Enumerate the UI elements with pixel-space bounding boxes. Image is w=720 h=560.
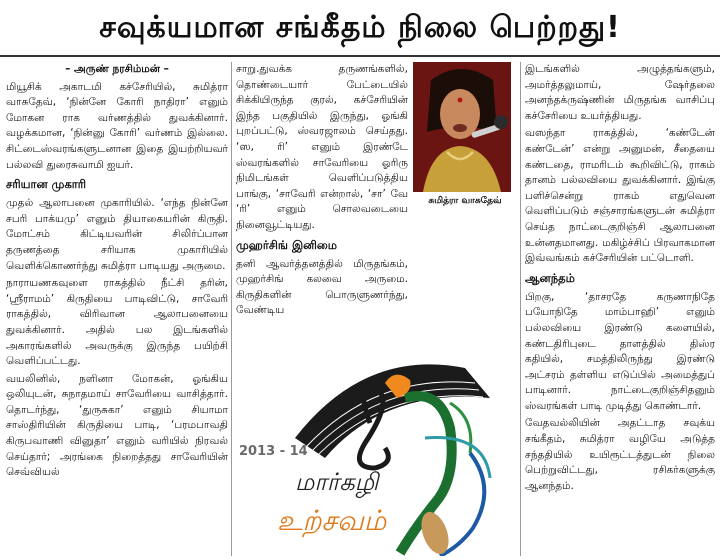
col1-paragraph-1: மியூசிக் அகாடமி கச்சேரியில், சுமித்ரா வாசுதேவ், ‘நின்னே கோரி நாதிரா’ எனும் மோகன ராக வர்ணத்தில் துவக்கினார். வழக்கமான, ‘நின்னு கோரி’ வர்ணம் இல்லை. சிட்டைஸ்வரங்களுடனான இதை இயற்றியவர் பல்லவி துரைசுவாமி ஐயர். (6, 80, 228, 171)
col3-paragraph-3: பிறகு, ‘தாசரதே கருணாநிதே பயோநிதே மாம்பாஹி’ எனும் பல்லவியை இரண்டு களையில், கண்டதிரிபுடை தாளத்தில் திஸ்ர கதியில், சமத்திலிருந்து இரண்டு அட்சரம் தள்ளிய எடுப்பில் அமைத்துப் பாடினார். நாட்டைகுறிஞ்சிதனும் ஸ்வரங்கள் பாடி முடித்து கொண்டார். (525, 290, 715, 412)
byline: – அருண் நரசிம்மன் – (65, 63, 169, 75)
col1-paragraph-2: முதல் ஆலாபனை முகாரியில். ‘எந்த நின்னே சபரி பாக்யமு’ எனும் தியாகையரின் கிருதி. மோட்சம் கிட்டியவரின் சிலிர்ப்பான தருணத்தை சரியாக முகாரியில் வெளிக்கொணர்ந்து சுமித்ரா பாடியது அருமை. (6, 197, 228, 272)
singer-photo (413, 62, 511, 192)
margazhi-festival-logo (235, 328, 520, 556)
col3-paragraph-1: இடங்களில் அழுத்தங்களும், அமர்த்தலுமாய், ஷேர்தலை அனந்தக்ருஷ்ணின் மிருதங்க வாசிப்பு கச்சேரியை உயர்த்தியது. (525, 63, 715, 122)
col1-paragraph-4: வயலினில், நளினா மோகன், ஓங்கிய ஒலியுடன், சுநாதமாய் சாவேரியை வாசித்தார். தொடர்ந்து, ‘துருசுகா’ எனும் சியாமா சாஸ்திரியின் கிருதியை பாடி, ‘பரமபாவதி கிருபவாணி வினுதா’ எனும் வரியில் நிரவல் செய்தார்; அரங்கை நிறைத்தது சாவேரியின் செவ்வியல் (6, 372, 228, 479)
column-divider-1 (231, 62, 232, 556)
col1-paragraph-3: நாராயணகவுளை ராகத்தில் நீட்சி தரின், ‘ஸ்ரீராமம்’ கிருதியை பாடிவிட்டு, சாவேரி ராகத்தில், விரிவான ஆலாபனையை துவக்கினார். அதில் பல இடங்களில் அகாரங்களில் அவருக்கு இருந்த பயிற்சி வெளிப்பட்டது. (6, 277, 228, 368)
photo-caption: சுமித்ரா வாசுதேவ் (428, 196, 502, 206)
subheading-anandam: ஆனந்தம் (525, 270, 575, 285)
subheading-sariyana-mukari: சரியான முகாரி (6, 177, 87, 192)
col3-paragraph-4: வேதவல்லியின் அதட்டாத சவுக்ய சங்கீதம், சுமித்ரா வழியே அடுத்த சந்ததியில் உயிரூட்டத்துடன் நிலை பெற்றுவிட்டது, ரசிகர்களுக்கு ஆனந்தம். (525, 417, 715, 492)
subheading-muharsing-inimai: முஹர்சிங் இனிமை (236, 237, 338, 252)
column-1 (6, 62, 228, 556)
column-divider-2 (520, 62, 521, 556)
col2-paragraph-2: தனி ஆவர்த்தனத்தில் மிருதங்கம், முஹர்சிங் கலவை அருமை. கிருதிகளின் பொருளுணர்ந்து, வேண்டிய (236, 257, 408, 317)
column-3 (525, 62, 715, 556)
festival-year: 2013 - 14 (239, 444, 308, 459)
festival-title-line2: உற்சவம் (277, 504, 387, 537)
col3-paragraph-2: வஸந்தா ராகத்தில், ‘கண்டேன் கண்டேன்’ என்று அனுமன், சீதையை கண்டதை, ராமரிடம் கூறிவிட்டு, ராகம் தானம் பல்லவியை துவக்கினார். இங்கு பளிச்சென்று ராகம் எதுவென வெளிப்படும் சஞ்சாரங்களுடன் சுமித்ரா செய்த நாட்டைகுறிஞ்சி ஆலாபனை உன்னதமானது. மகிழ்ச்சிப் பிரவாகமான இவ்வங்கம் கச்சேரியின் பட்டொளி. (525, 127, 715, 265)
col2-paragraph-1: சாறு.துவக்க தருணங்களில், தொண்டையார் பேட்டையில் சிக்கியிருந்த குரல், கச்சேரியின் இந்த பகுதியில் இருந்து, ஓங்கி புறப்பட்டு, ஸ்வரஜாலம் செய்தது. ‘ஸ, ரி’ எனும் இரண்டே ஸ்வரங்களில் சாவேரியை ஓரிரு நிமிடங்கள் வெளிப்படுத்திய பாங்கு, ‘சாவேரி என்றால், ‘சா’ வே ‘ரி’ எனும் சொலவடையை நினைவூட்டியது. (236, 63, 408, 231)
festival-title-line1: மார்கழி (295, 468, 379, 496)
column-2 (236, 62, 408, 324)
headline: சவுக்யமான சங்கீதம் நிலை பெற்றது! (99, 10, 621, 45)
singer-photo-illustration (413, 62, 511, 192)
headline-rule (0, 55, 720, 57)
